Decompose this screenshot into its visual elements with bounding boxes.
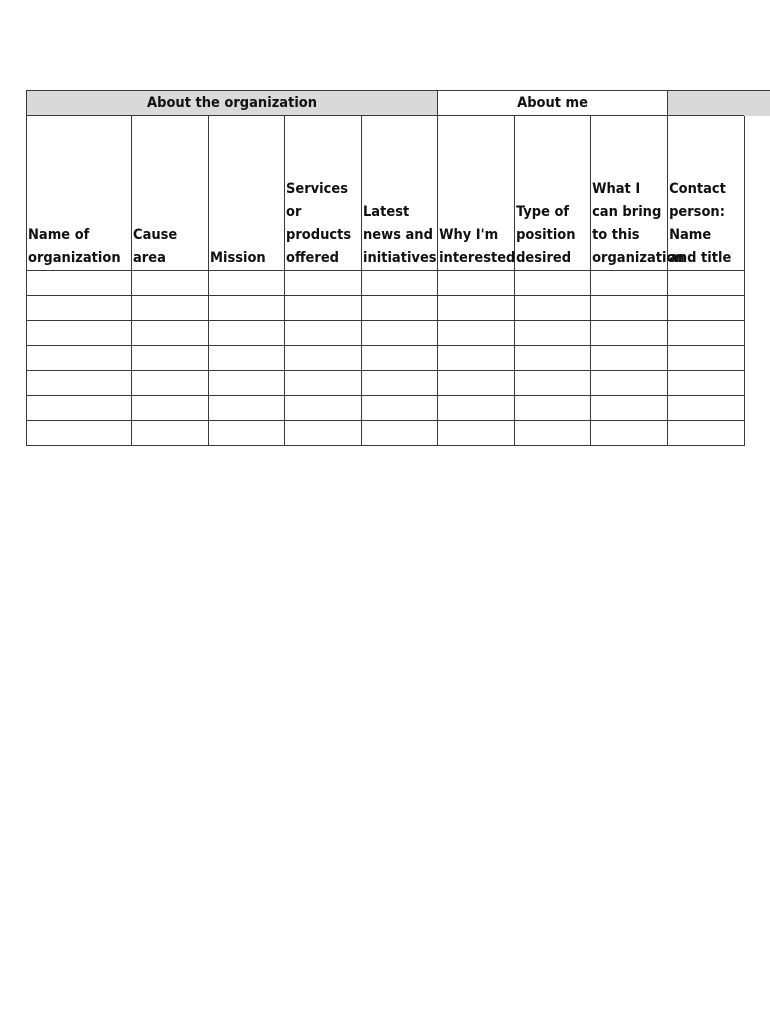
table-cell[interactable]: [285, 321, 362, 346]
table-cell[interactable]: [285, 396, 362, 421]
table-cell[interactable]: [438, 371, 515, 396]
table-cell[interactable]: [132, 396, 209, 421]
table-cell[interactable]: [438, 421, 515, 446]
table-cell[interactable]: [668, 321, 745, 346]
group-header-extra[interactable]: [668, 91, 745, 116]
table-row: [27, 271, 745, 296]
table-cell[interactable]: [591, 346, 668, 371]
gray-header-cell-overflow: [744, 90, 770, 116]
table-cell[interactable]: [27, 421, 132, 446]
table-cell[interactable]: [362, 346, 438, 371]
table-cell[interactable]: [27, 346, 132, 371]
column-header-contact-person[interactable]: Contact person: Name and title: [668, 116, 745, 271]
table-cell[interactable]: [362, 271, 438, 296]
column-header-latest-news[interactable]: Latest news and initiatives: [362, 116, 438, 271]
table-cell[interactable]: [132, 296, 209, 321]
table-cell[interactable]: [515, 371, 591, 396]
table-cell[interactable]: [27, 296, 132, 321]
column-header-why-interested[interactable]: Why I'm interested: [438, 116, 515, 271]
column-header-what-i-can-bring[interactable]: What I can bring to this organization: [591, 116, 668, 271]
table-row: [27, 296, 745, 321]
table-cell[interactable]: [668, 296, 745, 321]
table-cell[interactable]: [362, 421, 438, 446]
table-cell[interactable]: [209, 371, 285, 396]
table-cell[interactable]: [285, 346, 362, 371]
table-cell[interactable]: [285, 296, 362, 321]
column-header-position-type[interactable]: Type of position desired: [515, 116, 591, 271]
table-cell[interactable]: [285, 371, 362, 396]
table-cell[interactable]: [438, 296, 515, 321]
table-cell[interactable]: [209, 396, 285, 421]
column-header-mission[interactable]: Mission: [209, 116, 285, 271]
table-cell[interactable]: [27, 321, 132, 346]
table-row: [27, 396, 745, 421]
table-cell[interactable]: [591, 296, 668, 321]
table-cell[interactable]: [438, 396, 515, 421]
table-cell[interactable]: [132, 371, 209, 396]
table-cell[interactable]: [209, 346, 285, 371]
table-cell[interactable]: [362, 396, 438, 421]
table-cell[interactable]: [515, 396, 591, 421]
column-header-name-of-organization[interactable]: Name of organization: [27, 116, 132, 271]
table-cell[interactable]: [438, 346, 515, 371]
table-cell[interactable]: [668, 271, 745, 296]
table-cell[interactable]: [285, 271, 362, 296]
table-cell[interactable]: [362, 371, 438, 396]
table-cell[interactable]: [668, 421, 745, 446]
table-cell[interactable]: [668, 371, 745, 396]
table-cell[interactable]: [515, 346, 591, 371]
table-cell[interactable]: [591, 396, 668, 421]
column-header-cause-area[interactable]: Cause area: [132, 116, 209, 271]
table-cell[interactable]: [132, 346, 209, 371]
group-header-row: [27, 91, 745, 116]
table-cell[interactable]: [591, 371, 668, 396]
table-row: [27, 321, 745, 346]
table-cell[interactable]: [27, 396, 132, 421]
table-cell[interactable]: [132, 321, 209, 346]
table-cell[interactable]: [591, 421, 668, 446]
table-cell[interactable]: [362, 296, 438, 321]
column-header-services-or-products[interactable]: Services or products offered: [285, 116, 362, 271]
table-cell[interactable]: [209, 296, 285, 321]
table-cell[interactable]: [209, 421, 285, 446]
table-cell[interactable]: [515, 296, 591, 321]
table-cell[interactable]: [362, 321, 438, 346]
table-cell[interactable]: [285, 421, 362, 446]
group-header-about-me[interactable]: About me: [438, 91, 668, 116]
group-header-organization[interactable]: About the organization: [27, 91, 438, 116]
spreadsheet: [26, 90, 745, 446]
table-cell[interactable]: [515, 321, 591, 346]
table-cell[interactable]: [209, 271, 285, 296]
table-cell[interactable]: [132, 271, 209, 296]
table-cell[interactable]: [27, 371, 132, 396]
table-row: [27, 346, 745, 371]
table-cell[interactable]: [591, 321, 668, 346]
table-cell[interactable]: [668, 396, 745, 421]
table-cell[interactable]: [515, 421, 591, 446]
table-cell[interactable]: [209, 321, 285, 346]
column-header-row: [27, 116, 745, 271]
tracker-table: [26, 90, 745, 446]
table-cell[interactable]: [591, 271, 668, 296]
table-cell[interactable]: [438, 271, 515, 296]
table-cell[interactable]: [27, 271, 132, 296]
table-cell[interactable]: [132, 421, 209, 446]
table-cell[interactable]: [438, 321, 515, 346]
table-row: [27, 371, 745, 396]
table-cell[interactable]: [668, 346, 745, 371]
table-cell[interactable]: [515, 271, 591, 296]
table-row: [27, 421, 745, 446]
